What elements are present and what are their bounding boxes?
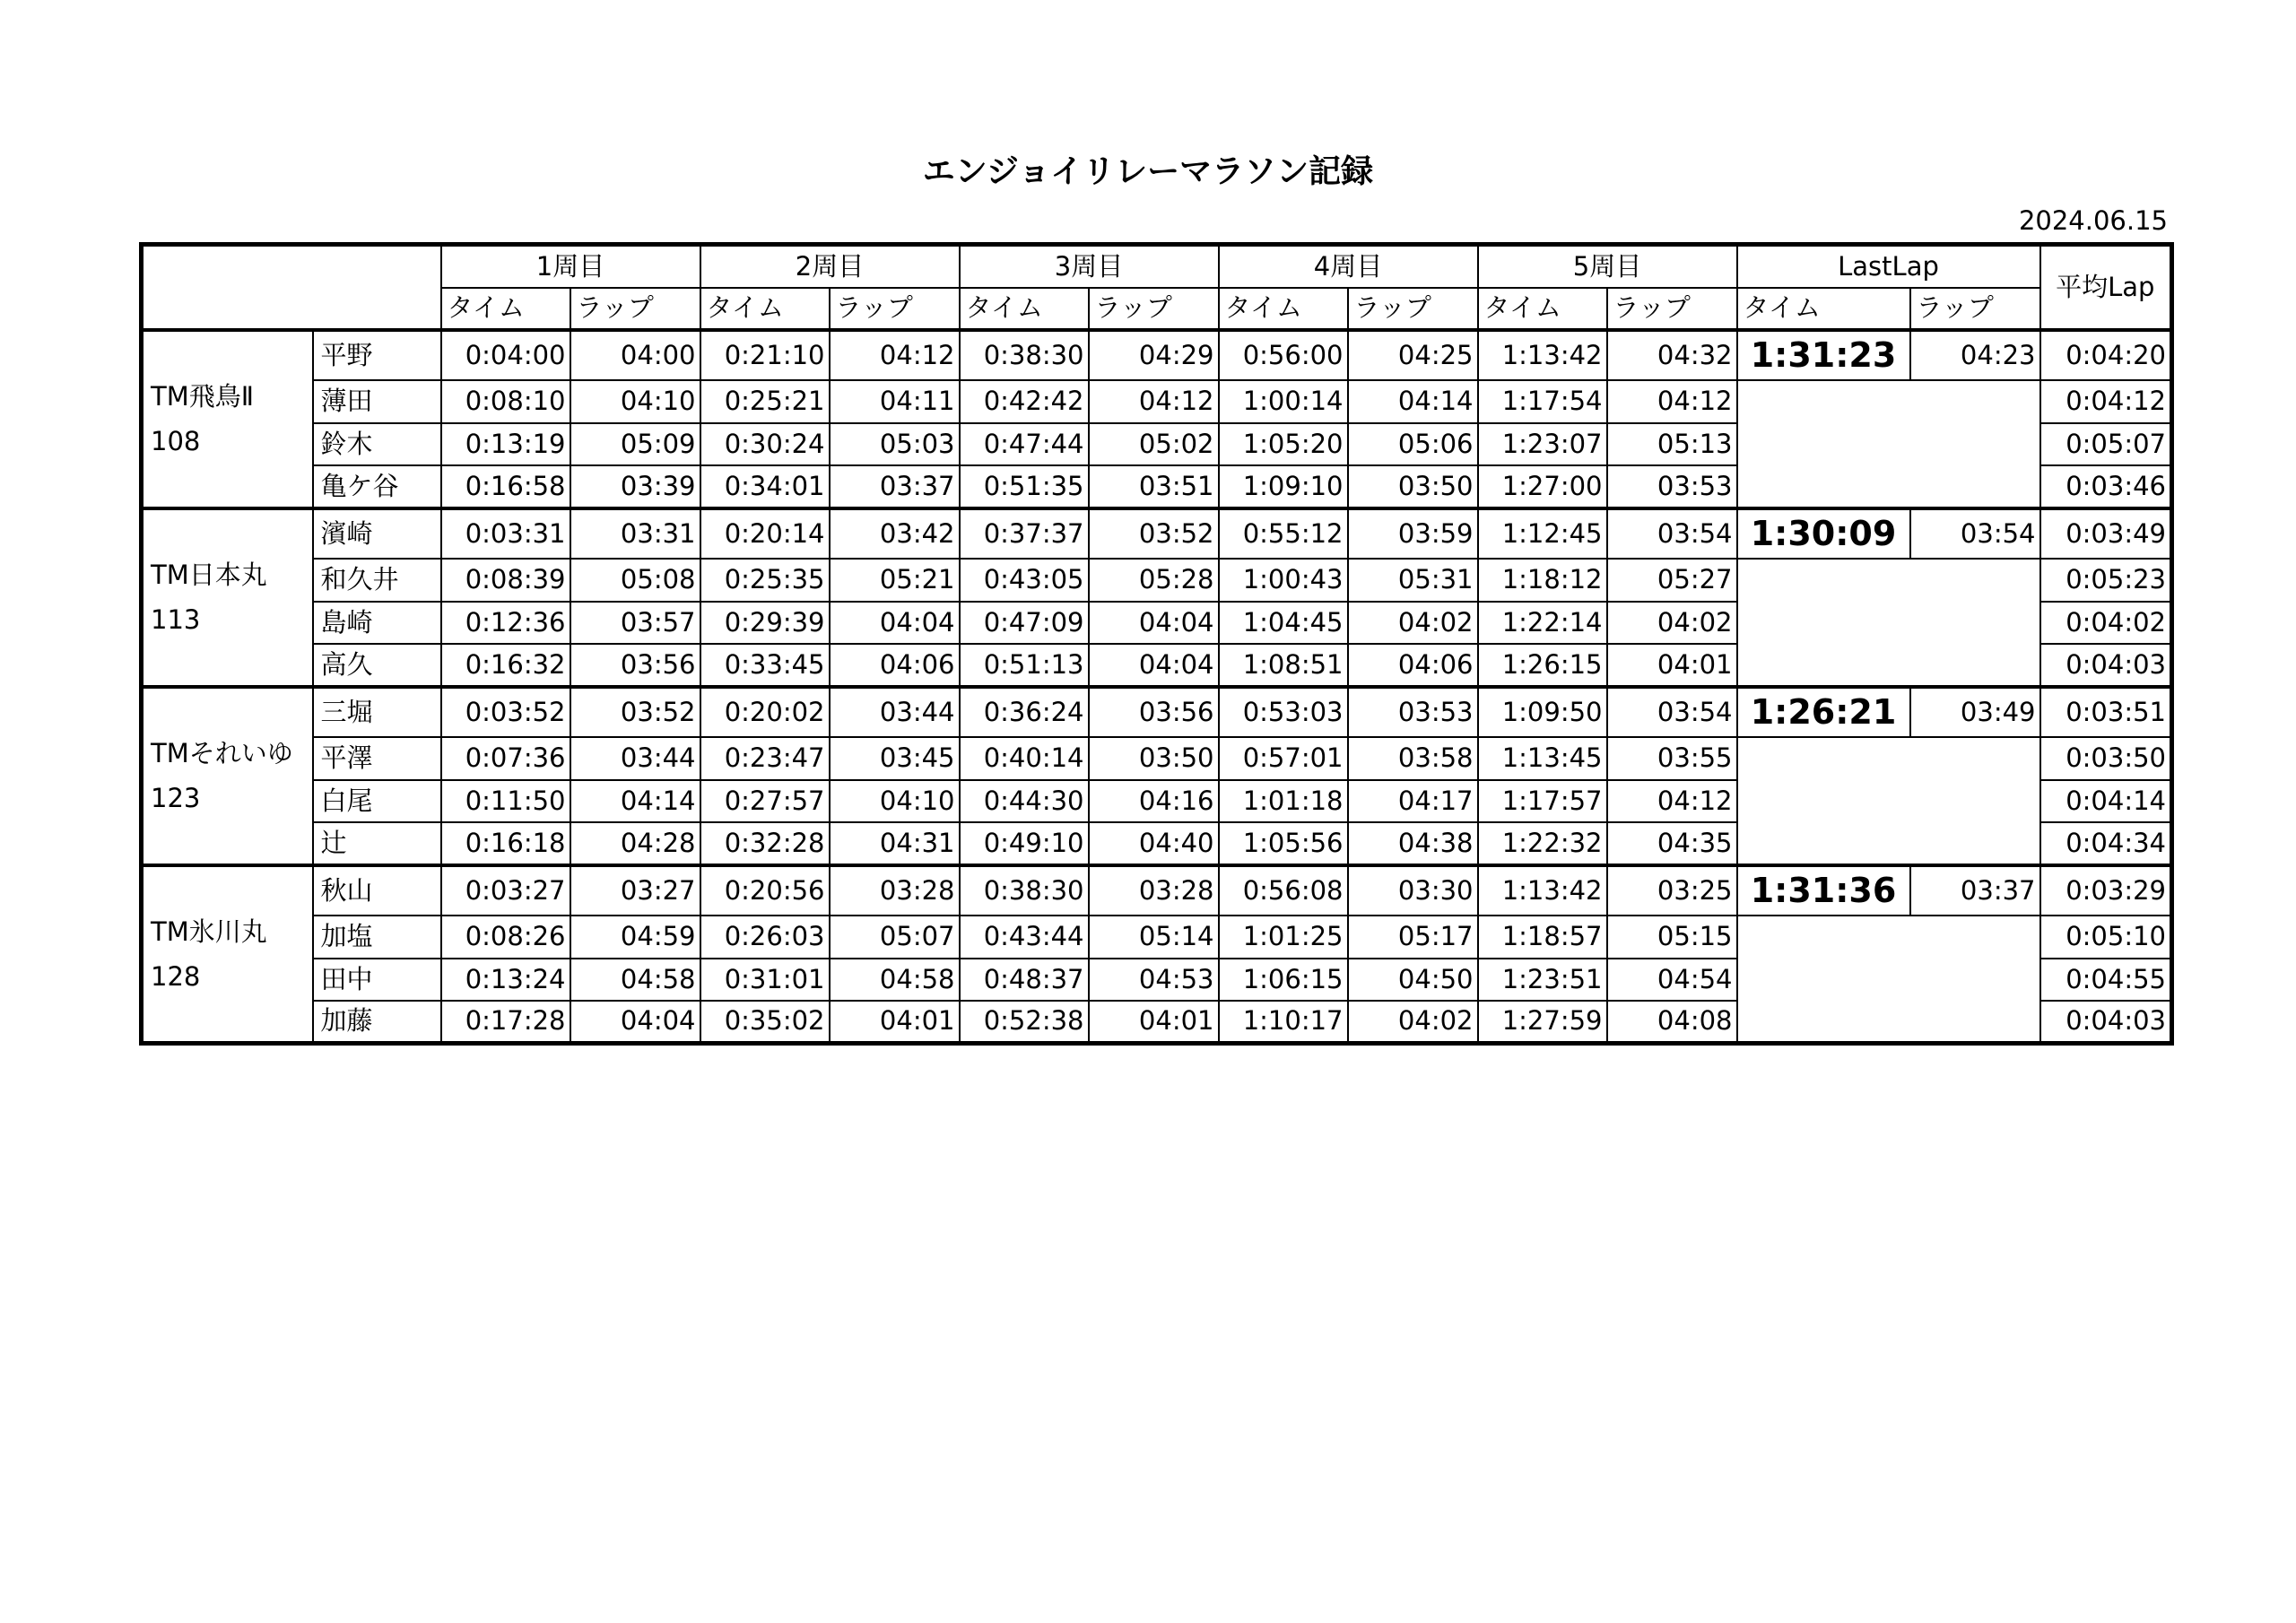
record-date: 2024.06.15 xyxy=(2018,205,2168,236)
split-time-cell: 0:51:13 xyxy=(960,644,1089,687)
lap-time-cell: 04:12 xyxy=(1607,780,1737,822)
lap-time-cell: 04:28 xyxy=(570,822,700,865)
lap-time-cell: 03:28 xyxy=(1089,865,1219,916)
last-lap-time: 1:26:21 xyxy=(1737,687,1910,737)
split-time-cell: 0:03:27 xyxy=(441,865,570,916)
runner-row xyxy=(142,330,2172,380)
split-time-cell: 0:17:28 xyxy=(441,1001,570,1044)
split-time-cell: 1:01:18 xyxy=(1219,780,1348,822)
runner-name: 加塩 xyxy=(313,916,441,959)
header-lap-5: 5周目 xyxy=(1478,245,1737,288)
split-time-cell: 0:20:56 xyxy=(700,865,830,916)
lap-time-cell: 04:02 xyxy=(1348,602,1478,644)
lap-time-cell: 03:53 xyxy=(1348,687,1478,737)
last-lap-lap: 03:54 xyxy=(1910,508,2040,559)
last-lap-time: 1:31:36 xyxy=(1737,865,1910,916)
split-time-cell: 0:16:32 xyxy=(441,644,570,687)
split-time-cell: 0:26:03 xyxy=(700,916,830,959)
header-time: タイム xyxy=(700,288,830,330)
lap-time-cell: 03:42 xyxy=(830,508,960,559)
split-time-cell: 1:27:00 xyxy=(1478,465,1607,508)
header-lap: ラップ xyxy=(1348,288,1478,330)
lap-time-cell: 05:31 xyxy=(1348,559,1478,602)
lap-time-cell: 05:21 xyxy=(830,559,960,602)
lap-time-cell: 03:52 xyxy=(1089,508,1219,559)
split-time-cell: 0:48:37 xyxy=(960,959,1089,1001)
split-time-cell: 0:33:45 xyxy=(700,644,830,687)
average-lap-cell: 0:04:14 xyxy=(2040,780,2172,822)
split-time-cell: 0:38:30 xyxy=(960,865,1089,916)
records-table xyxy=(139,242,2174,1046)
runner-row xyxy=(142,380,2172,423)
split-time-cell: 0:08:10 xyxy=(441,380,570,423)
split-time-cell: 0:51:35 xyxy=(960,465,1089,508)
lap-time-cell: 04:53 xyxy=(1089,959,1219,1001)
split-time-cell: 1:00:14 xyxy=(1219,380,1348,423)
average-lap-cell: 0:04:55 xyxy=(2040,959,2172,1001)
team-name: TM氷川丸 xyxy=(151,916,267,947)
header-lap-1: 1周目 xyxy=(441,245,700,288)
header-time: タイム xyxy=(1478,288,1607,330)
split-time-cell: 0:42:42 xyxy=(960,380,1089,423)
split-time-cell: 1:10:17 xyxy=(1219,1001,1348,1044)
lap-time-cell: 04:12 xyxy=(1607,380,1737,423)
split-time-cell: 1:17:54 xyxy=(1478,380,1607,423)
split-time-cell: 1:12:45 xyxy=(1478,508,1607,559)
split-time-cell: 1:06:15 xyxy=(1219,959,1348,1001)
lap-time-cell: 03:30 xyxy=(1348,865,1478,916)
lap-time-cell: 04:11 xyxy=(830,380,960,423)
header-time: タイム xyxy=(1737,288,1910,330)
split-time-cell: 0:55:12 xyxy=(1219,508,1348,559)
runner-name: 和久井 xyxy=(313,559,441,602)
split-time-cell: 1:17:57 xyxy=(1478,780,1607,822)
header-lap-3: 3周目 xyxy=(960,245,1219,288)
split-time-cell: 0:56:08 xyxy=(1219,865,1348,916)
split-time-cell: 0:57:01 xyxy=(1219,737,1348,780)
team-name: TMそれいゆ xyxy=(151,738,293,768)
lap-time-cell: 04:32 xyxy=(1607,330,1737,380)
split-time-cell: 0:37:37 xyxy=(960,508,1089,559)
team-name: TM飛鳥Ⅱ xyxy=(151,381,255,412)
lap-time-cell: 04:04 xyxy=(1089,602,1219,644)
lap-time-cell: 03:51 xyxy=(1089,465,1219,508)
last-lap-time: 1:30:09 xyxy=(1737,508,1910,559)
team-name: TM日本丸 xyxy=(151,560,267,590)
lap-time-cell: 03:53 xyxy=(1607,465,1737,508)
runner-row xyxy=(142,559,2172,602)
runner-row xyxy=(142,687,2172,737)
lap-time-cell: 03:58 xyxy=(1348,737,1478,780)
average-lap-cell: 0:03:29 xyxy=(2040,865,2172,916)
average-lap-cell: 0:04:03 xyxy=(2040,1001,2172,1044)
lap-time-cell: 03:50 xyxy=(1089,737,1219,780)
lap-time-cell: 04:12 xyxy=(1089,380,1219,423)
runner-name: 平澤 xyxy=(313,737,441,780)
split-time-cell: 1:27:59 xyxy=(1478,1001,1607,1044)
split-time-cell: 0:23:47 xyxy=(700,737,830,780)
lap-time-cell: 04:29 xyxy=(1089,330,1219,380)
runner-name: 濱崎 xyxy=(313,508,441,559)
lap-time-cell: 04:14 xyxy=(1348,380,1478,423)
runner-name: 田中 xyxy=(313,959,441,1001)
header-lap: ラップ xyxy=(1910,288,2040,330)
lap-time-cell: 05:15 xyxy=(1607,916,1737,959)
lap-time-cell: 04:58 xyxy=(830,959,960,1001)
lap-time-cell: 05:09 xyxy=(570,423,700,465)
split-time-cell: 1:05:20 xyxy=(1219,423,1348,465)
average-lap-cell: 0:04:20 xyxy=(2040,330,2172,380)
split-time-cell: 0:38:30 xyxy=(960,330,1089,380)
team-cell xyxy=(142,687,313,865)
runner-row xyxy=(142,508,2172,559)
average-lap-cell: 0:03:46 xyxy=(2040,465,2172,508)
lap-time-cell: 04:40 xyxy=(1089,822,1219,865)
lap-time-cell: 05:17 xyxy=(1348,916,1478,959)
split-time-cell: 0:20:02 xyxy=(700,687,830,737)
split-time-cell: 0:30:24 xyxy=(700,423,830,465)
lap-time-cell: 03:25 xyxy=(1607,865,1737,916)
team-number: 108 xyxy=(151,426,201,456)
average-lap-cell: 0:05:10 xyxy=(2040,916,2172,959)
split-time-cell: 1:23:07 xyxy=(1478,423,1607,465)
lap-time-cell: 03:54 xyxy=(1607,687,1737,737)
lap-time-cell: 04:38 xyxy=(1348,822,1478,865)
split-time-cell: 0:47:09 xyxy=(960,602,1089,644)
split-time-cell: 0:56:00 xyxy=(1219,330,1348,380)
split-time-cell: 0:08:39 xyxy=(441,559,570,602)
last-lap-blank xyxy=(1737,737,2040,865)
lap-time-cell: 05:14 xyxy=(1089,916,1219,959)
split-time-cell: 1:13:42 xyxy=(1478,865,1607,916)
split-time-cell: 0:47:44 xyxy=(960,423,1089,465)
runner-name: 高久 xyxy=(313,644,441,687)
split-time-cell: 1:18:57 xyxy=(1478,916,1607,959)
split-time-cell: 0:03:52 xyxy=(441,687,570,737)
lap-time-cell: 04:04 xyxy=(1089,644,1219,687)
average-lap-cell: 0:05:07 xyxy=(2040,423,2172,465)
runner-row xyxy=(142,737,2172,780)
split-time-cell: 0:25:21 xyxy=(700,380,830,423)
lap-time-cell: 03:56 xyxy=(570,644,700,687)
split-time-cell: 0:13:19 xyxy=(441,423,570,465)
average-lap-cell: 0:03:49 xyxy=(2040,508,2172,559)
split-time-cell: 0:52:38 xyxy=(960,1001,1089,1044)
lap-time-cell: 05:03 xyxy=(830,423,960,465)
lap-time-cell: 05:27 xyxy=(1607,559,1737,602)
split-time-cell: 1:26:15 xyxy=(1478,644,1607,687)
lap-time-cell: 04:54 xyxy=(1607,959,1737,1001)
runner-name: 秋山 xyxy=(313,865,441,916)
average-lap-cell: 0:04:12 xyxy=(2040,380,2172,423)
lap-time-cell: 03:44 xyxy=(570,737,700,780)
split-time-cell: 0:31:01 xyxy=(700,959,830,1001)
split-time-cell: 1:00:43 xyxy=(1219,559,1348,602)
lap-time-cell: 03:27 xyxy=(570,865,700,916)
split-time-cell: 1:04:45 xyxy=(1219,602,1348,644)
split-time-cell: 1:13:45 xyxy=(1478,737,1607,780)
page-title: エンジョイリレーマラソン記録 xyxy=(922,153,1374,190)
lap-time-cell: 04:14 xyxy=(570,780,700,822)
average-lap-cell: 0:04:34 xyxy=(2040,822,2172,865)
lap-time-cell: 04:08 xyxy=(1607,1001,1737,1044)
last-lap-lap: 04:23 xyxy=(1910,330,2040,380)
lap-time-cell: 05:06 xyxy=(1348,423,1478,465)
header-lap: ラップ xyxy=(1607,288,1737,330)
average-lap-cell: 0:05:23 xyxy=(2040,559,2172,602)
header-lap: ラップ xyxy=(570,288,700,330)
split-time-cell: 0:16:18 xyxy=(441,822,570,865)
lap-time-cell: 03:56 xyxy=(1089,687,1219,737)
lap-time-cell: 03:54 xyxy=(1607,508,1737,559)
corner-cell xyxy=(142,245,441,330)
average-lap-cell: 0:04:03 xyxy=(2040,644,2172,687)
average-lap-cell: 0:03:50 xyxy=(2040,737,2172,780)
lap-time-cell: 04:01 xyxy=(1089,1001,1219,1044)
split-time-cell: 0:49:10 xyxy=(960,822,1089,865)
split-time-cell: 1:13:42 xyxy=(1478,330,1607,380)
team-cell xyxy=(142,865,313,1044)
split-time-cell: 0:13:24 xyxy=(441,959,570,1001)
lap-time-cell: 04:00 xyxy=(570,330,700,380)
team-cell xyxy=(142,330,313,508)
runner-name: 薄田 xyxy=(313,380,441,423)
runner-name: 亀ケ谷 xyxy=(313,465,441,508)
split-time-cell: 0:36:24 xyxy=(960,687,1089,737)
split-time-cell: 1:05:56 xyxy=(1219,822,1348,865)
lap-time-cell: 03:59 xyxy=(1348,508,1478,559)
split-time-cell: 0:11:50 xyxy=(441,780,570,822)
split-time-cell: 0:04:00 xyxy=(441,330,570,380)
lap-time-cell: 05:07 xyxy=(830,916,960,959)
lap-time-cell: 03:37 xyxy=(830,465,960,508)
lap-time-cell: 04:50 xyxy=(1348,959,1478,1001)
lap-time-cell: 03:55 xyxy=(1607,737,1737,780)
split-time-cell: 0:27:57 xyxy=(700,780,830,822)
runner-name: 鈴木 xyxy=(313,423,441,465)
lap-time-cell: 03:28 xyxy=(830,865,960,916)
average-lap-cell: 0:03:51 xyxy=(2040,687,2172,737)
average-lap-cell: 0:04:02 xyxy=(2040,602,2172,644)
split-time-cell: 1:23:51 xyxy=(1478,959,1607,1001)
lap-time-cell: 05:02 xyxy=(1089,423,1219,465)
split-time-cell: 1:22:14 xyxy=(1478,602,1607,644)
last-lap-blank xyxy=(1737,916,2040,1044)
split-time-cell: 0:08:26 xyxy=(441,916,570,959)
lap-time-cell: 04:59 xyxy=(570,916,700,959)
lap-time-cell: 04:01 xyxy=(830,1001,960,1044)
lap-time-cell: 04:10 xyxy=(570,380,700,423)
lap-time-cell: 03:45 xyxy=(830,737,960,780)
split-time-cell: 1:09:10 xyxy=(1219,465,1348,508)
header-lap: ラップ xyxy=(1089,288,1219,330)
lap-time-cell: 04:16 xyxy=(1089,780,1219,822)
split-time-cell: 0:20:14 xyxy=(700,508,830,559)
header-time: タイム xyxy=(1219,288,1348,330)
runner-name: 三堀 xyxy=(313,687,441,737)
lap-time-cell: 04:06 xyxy=(1348,644,1478,687)
lap-time-cell: 04:25 xyxy=(1348,330,1478,380)
last-lap-blank xyxy=(1737,559,2040,687)
lap-time-cell: 04:58 xyxy=(570,959,700,1001)
runner-name: 島崎 xyxy=(313,602,441,644)
split-time-cell: 0:40:14 xyxy=(960,737,1089,780)
split-time-cell: 0:21:10 xyxy=(700,330,830,380)
lap-time-cell: 05:08 xyxy=(570,559,700,602)
split-time-cell: 0:07:36 xyxy=(441,737,570,780)
split-time-cell: 0:25:35 xyxy=(700,559,830,602)
lap-time-cell: 04:10 xyxy=(830,780,960,822)
split-time-cell: 0:43:05 xyxy=(960,559,1089,602)
split-time-cell: 0:43:44 xyxy=(960,916,1089,959)
lap-time-cell: 04:04 xyxy=(830,602,960,644)
header-average-lap: 平均Lap xyxy=(2040,245,2172,330)
header-lap-4: 4周目 xyxy=(1219,245,1478,288)
header-lap: ラップ xyxy=(830,288,960,330)
split-time-cell: 0:16:58 xyxy=(441,465,570,508)
last-lap-time: 1:31:23 xyxy=(1737,330,1910,380)
team-number: 128 xyxy=(151,960,201,992)
last-lap-lap: 03:49 xyxy=(1910,687,2040,737)
lap-time-cell: 03:39 xyxy=(570,465,700,508)
team-number: 123 xyxy=(151,783,201,813)
lap-time-cell: 03:31 xyxy=(570,508,700,559)
split-time-cell: 1:22:32 xyxy=(1478,822,1607,865)
lap-time-cell: 04:35 xyxy=(1607,822,1737,865)
lap-time-cell: 04:04 xyxy=(570,1001,700,1044)
lap-time-cell: 03:57 xyxy=(570,602,700,644)
header-last-lap: LastLap xyxy=(1737,245,2040,288)
last-lap-blank xyxy=(1737,380,2040,508)
runner-name: 辻 xyxy=(313,822,441,865)
split-time-cell: 0:32:28 xyxy=(700,822,830,865)
lap-time-cell: 03:50 xyxy=(1348,465,1478,508)
split-time-cell: 0:03:31 xyxy=(441,508,570,559)
records-body xyxy=(142,330,2172,1044)
team-number: 113 xyxy=(151,604,201,635)
split-time-cell: 0:34:01 xyxy=(700,465,830,508)
runner-name: 加藤 xyxy=(313,1001,441,1044)
team-cell xyxy=(142,508,313,687)
runner-row xyxy=(142,865,2172,916)
lap-time-cell: 05:28 xyxy=(1089,559,1219,602)
lap-time-cell: 04:31 xyxy=(830,822,960,865)
lap-time-cell: 03:52 xyxy=(570,687,700,737)
runner-name: 白尾 xyxy=(313,780,441,822)
last-lap-lap: 03:37 xyxy=(1910,865,2040,916)
split-time-cell: 0:53:03 xyxy=(1219,687,1348,737)
lap-time-cell: 03:44 xyxy=(830,687,960,737)
split-time-cell: 0:12:36 xyxy=(441,602,570,644)
header-time: タイム xyxy=(960,288,1089,330)
split-time-cell: 0:35:02 xyxy=(700,1001,830,1044)
lap-time-cell: 04:02 xyxy=(1607,602,1737,644)
runner-row xyxy=(142,916,2172,959)
split-time-cell: 0:29:39 xyxy=(700,602,830,644)
runner-name: 平野 xyxy=(313,330,441,380)
lap-time-cell: 04:01 xyxy=(1607,644,1737,687)
lap-time-cell: 04:06 xyxy=(830,644,960,687)
lap-time-cell: 04:12 xyxy=(830,330,960,380)
header-time: タイム xyxy=(441,288,570,330)
lap-time-cell: 04:17 xyxy=(1348,780,1478,822)
header-row-laps xyxy=(142,245,2172,288)
lap-time-cell: 04:02 xyxy=(1348,1001,1478,1044)
header-lap-2: 2周目 xyxy=(700,245,960,288)
header-row-sub xyxy=(142,288,2172,330)
lap-time-cell: 05:13 xyxy=(1607,423,1737,465)
split-time-cell: 1:01:25 xyxy=(1219,916,1348,959)
split-time-cell: 0:44:30 xyxy=(960,780,1089,822)
split-time-cell: 1:08:51 xyxy=(1219,644,1348,687)
split-time-cell: 1:18:12 xyxy=(1478,559,1607,602)
split-time-cell: 1:09:50 xyxy=(1478,687,1607,737)
